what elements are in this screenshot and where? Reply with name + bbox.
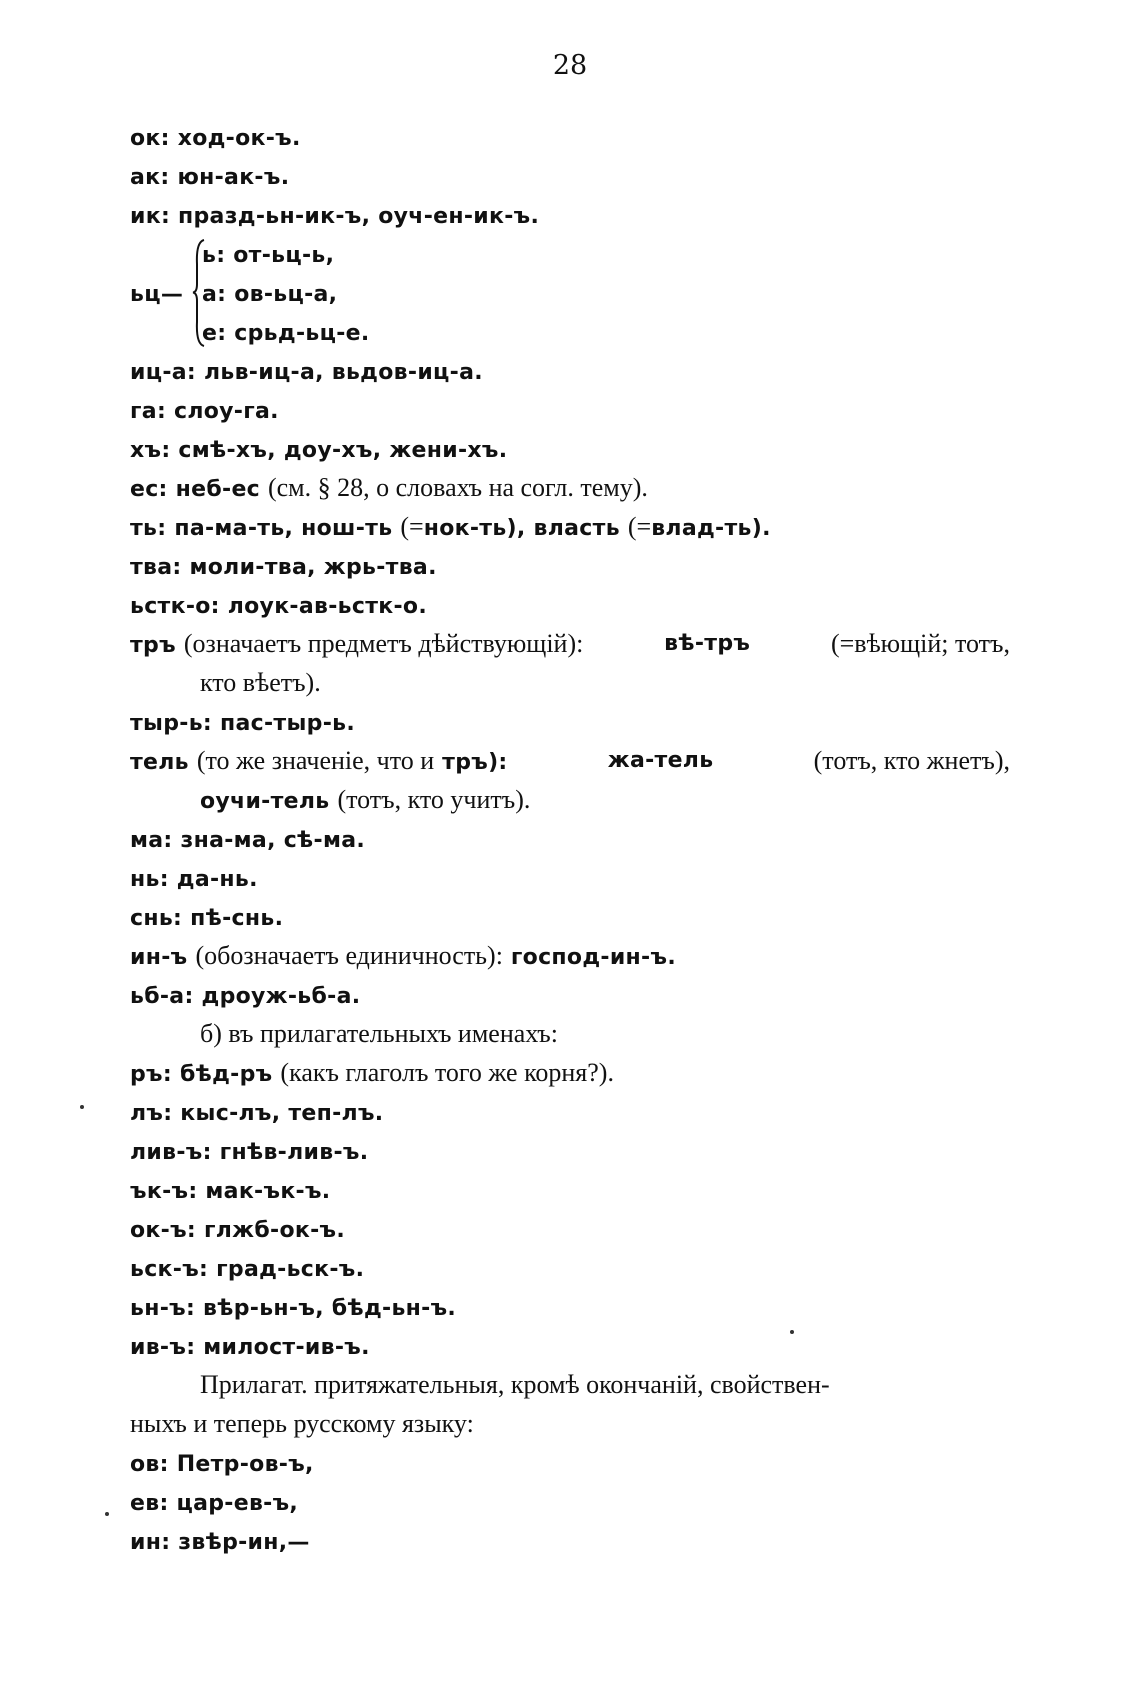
suffix: ак: [130, 165, 170, 190]
entry-in-adj [130, 1521, 1010, 1560]
entry-l [130, 1092, 1010, 1131]
suffix: иц-а: [130, 360, 196, 385]
suffix: ма: [130, 828, 173, 853]
suffix: ев: [130, 1491, 169, 1516]
suffix: ьск-ъ: [130, 1257, 209, 1282]
example: неб-ес [175, 477, 261, 502]
entry-ga [130, 390, 1010, 429]
paragraph-line: ныхъ и теперь русскому языку: [130, 1409, 474, 1438]
entry-r [130, 1053, 1010, 1092]
suffix: ин-ъ [130, 945, 188, 970]
example: бѣд-ръ [179, 1062, 273, 1087]
entry-iv [130, 1326, 1010, 1365]
entry-ov [130, 1443, 1010, 1482]
suffix: ък-ъ: [130, 1179, 198, 1204]
print-speck [790, 1330, 794, 1334]
entry-tr [130, 624, 1010, 663]
example: слоу-га. [174, 399, 279, 424]
suffix: ес: [130, 477, 168, 502]
entry-in [130, 936, 1010, 975]
entry-yk [130, 1170, 1010, 1209]
note: (обозначаетъ единичность): [195, 941, 503, 970]
entry-ba [130, 975, 1010, 1014]
example: па-ма-ть, нош-ть [174, 516, 393, 541]
page-number: 28 [552, 50, 588, 81]
example: зна-ма, сѣ-ма. [180, 828, 366, 853]
example: звѣр-ин,— [178, 1530, 310, 1555]
note: (означаетъ предметъ дѣйствующій): [183, 629, 584, 658]
note: (какъ глаголъ того же корня?). [280, 1058, 614, 1087]
example: господ-ин-ъ. [510, 945, 676, 970]
example: град-ьск-ъ. [216, 1257, 365, 1282]
suffix: ть: [130, 516, 167, 541]
entry-stvo [130, 585, 1010, 624]
suffix: га: [130, 399, 167, 424]
suffix: лив-ъ: [130, 1140, 212, 1165]
brace-item [202, 273, 370, 312]
example: пѣ-снь. [190, 906, 284, 931]
example: милост-ив-ъ. [203, 1335, 370, 1360]
suffix: нь: [130, 867, 169, 892]
suffix: тръ [130, 633, 176, 658]
example: жа-тель [607, 748, 714, 773]
note: (тотъ, кто жнетъ), [813, 746, 1010, 775]
entry-sn [130, 897, 1010, 936]
entry-tel-cont [130, 780, 1010, 819]
note: (то же значеніе, что и [196, 746, 435, 775]
example: пас-тыр-ь. [220, 711, 356, 736]
entry-tyr [130, 702, 1010, 741]
suffix: ов: [130, 1452, 169, 1477]
suffix: снь: [130, 906, 183, 931]
note: (=вѣющій; тотъ, [830, 629, 1010, 658]
entry-its-a [130, 351, 1010, 390]
suffix: тыр-ь: [130, 711, 213, 736]
entry-tel: тель (то же значеніе, что и тръ): жа-тель (тотъ, кто жнетъ), [130, 741, 1010, 780]
entry-liv [130, 1131, 1010, 1170]
suffix: ок-ъ: [130, 1218, 197, 1243]
entry-ik [130, 195, 1010, 234]
example: глжб-ок-ъ. [203, 1218, 346, 1243]
suffix: ь: [202, 243, 226, 268]
brace-key: ьц— [130, 282, 184, 307]
entry-n [130, 858, 1010, 897]
example: лоук-ав-ьстк-о. [227, 594, 428, 619]
example: моли-тва, жрь-тва. [189, 555, 437, 580]
brace-item [202, 312, 370, 351]
print-speck [105, 1512, 109, 1516]
suffix: ок: [130, 126, 170, 151]
entry-ma [130, 819, 1010, 858]
example: оучи-тель [200, 789, 330, 814]
example: ход-ок-ъ. [177, 126, 301, 151]
entry-es [130, 468, 1010, 507]
suffix: ьб-а: [130, 984, 194, 1009]
entry-t: ть: па-ма-ть, нош-ть (=нок-ть), власть (=влад-ть). [130, 512, 771, 541]
entry-ev [130, 1482, 1010, 1521]
example: гнѣв-лив-ъ. [219, 1140, 369, 1165]
example: кыс-лъ, теп-лъ. [180, 1101, 384, 1126]
suffix: ьн-ъ: [130, 1296, 196, 1321]
entry-ok-adj [130, 1209, 1010, 1248]
note: (см. § 28, о словахъ на согл. тему). [267, 473, 648, 502]
example: ов-ьц-а, [234, 282, 338, 307]
brace-item [202, 234, 370, 273]
entry-tr-cont: кто вѣетъ). [200, 668, 321, 697]
suffix: ьстк-о: [130, 594, 220, 619]
example: юн-ак-ъ. [177, 165, 290, 190]
example: вѣ-тръ [664, 631, 751, 656]
suffix: хъ: [130, 438, 171, 463]
example: вѣр-ьн-ъ, бѣд-ьн-ъ. [203, 1296, 457, 1321]
entry-ok [130, 117, 1010, 156]
example: празд-ьн-ик-ъ, оуч-ен-ик-ъ. [178, 204, 540, 229]
example: да-нь. [176, 867, 258, 892]
example: цар-ев-ъ, [176, 1491, 299, 1516]
section-heading: б) въ прилагательныхъ именахъ: [200, 1019, 558, 1048]
entry-kh [130, 429, 1010, 468]
page-body [130, 117, 1010, 1560]
example: Петр-ов-ъ, [176, 1452, 314, 1477]
suffix: ин: [130, 1530, 171, 1555]
suffix: ръ: [130, 1062, 172, 1087]
example: мак-ък-ъ. [205, 1179, 331, 1204]
suffix: ик: [130, 204, 171, 229]
suffix: тва: [130, 555, 182, 580]
paragraph-line: Прилагат. притяжательныя, кромѣ окончаній, свойствен- [200, 1370, 830, 1399]
example: льв-иц-а, вьдов-иц-а. [203, 360, 483, 385]
entry-sk [130, 1248, 1010, 1287]
example: дроуж-ьб-а. [201, 984, 361, 1009]
suffix: ив-ъ: [130, 1335, 196, 1360]
entry-tva [130, 546, 1010, 585]
suffix: а: [202, 282, 227, 307]
brace-group-ts [130, 234, 1010, 351]
suffix: лъ: [130, 1101, 173, 1126]
suffix: е: [202, 321, 227, 346]
suffix: тель [130, 750, 189, 775]
example: срьд-ьц-е. [234, 321, 370, 346]
print-speck [80, 1105, 84, 1109]
entry-yn [130, 1287, 1010, 1326]
example: от-ьц-ь, [233, 243, 335, 268]
note: (тотъ, кто учитъ). [337, 785, 531, 814]
example: смѣ-хъ, доу-хъ, жени-хъ. [178, 438, 508, 463]
entry-ak [130, 156, 1010, 195]
